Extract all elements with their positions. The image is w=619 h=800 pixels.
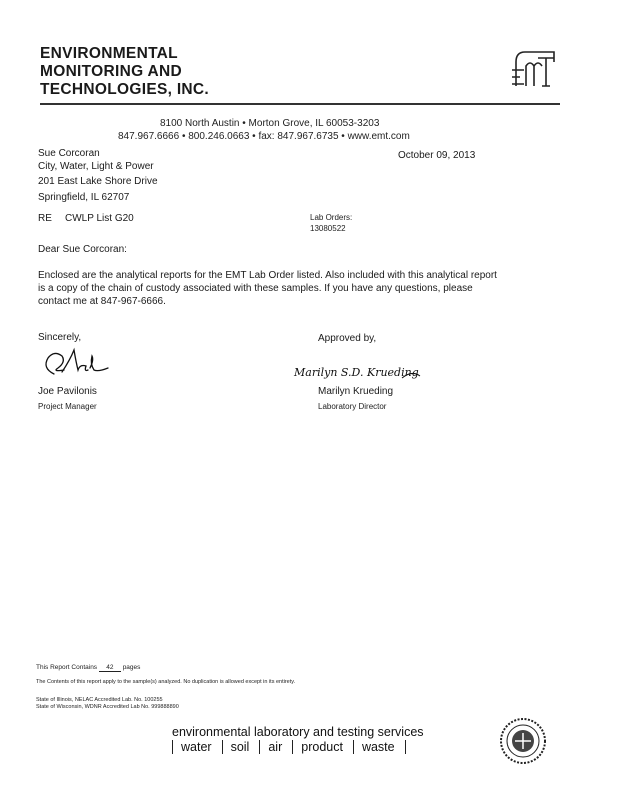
re-subject: CWLP List G20 [65,213,134,224]
page-count-value: 42 [99,664,121,672]
lab-order-number: 13080522 [310,224,346,233]
lab-orders-label: Lab Orders: [310,213,353,222]
recipient-city: Springfield, IL 62707 [38,192,130,203]
company-name-line1: ENVIRONMENTAL [40,45,178,62]
company-contact: 847.967.6666 • 800.246.0663 • fax: 847.967.6735 • www.emt.com [118,131,410,142]
company-name-line3: TECHNOLOGIES, INC. [40,81,210,98]
company-name [40,45,209,99]
signature-handwriting: Marilyn S.D. Krueding [294,366,419,379]
service-air: air [259,740,292,754]
report-contains-suffix: pages [122,664,141,671]
report-contains-prefix: This Report Contains [36,664,98,671]
services-list [172,740,406,754]
letter-body: Enclosed are the analytical reports for the EMT Lab Order listed. Also included with this analytical report is a copy of the chain of custody associated with these samples. If you have any questions, please contact me at 847-967-6666. [38,270,497,307]
signature-joe-pavilonis [40,346,112,380]
service-soil: soil [222,740,260,754]
recipient-name: Sue Corcoran [38,148,100,159]
signer1-name: Joe Pavilonis [38,386,97,397]
company-address: 8100 North Austin • Morton Grove, IL 60053-3203 [160,118,380,129]
report-page-count [36,664,140,672]
salutation: Dear Sue Corcoran: [38,244,127,255]
accreditation-wisconsin: State of Wisconsin, WDNR Accredited Lab No. 999888890 [36,704,179,710]
accreditation-illinois: State of Illinois, NELAC Accredited Lab. No. 100255 [36,697,163,703]
letter-date: October 09, 2013 [398,150,476,161]
service-product: product [292,740,353,754]
recipient-street: 201 East Lake Shore Drive [38,176,158,187]
approved-label: Approved by, [318,333,377,344]
closing: Sincerely, [38,332,82,343]
signer2-name: Marilyn Krueding [318,386,394,397]
services-title: environmental laboratory and testing services [172,725,424,739]
signer2-title: Laboratory Director [318,402,387,411]
report-disclaimer: The Contents of this report apply to the sample(s) analyzed. No duplication is allowed except in its entirety. [36,679,296,685]
letterhead-divider [40,103,560,105]
re-label: RE [38,213,52,224]
accreditation-seal-icon [498,716,548,766]
signature-marilyn-krueding [292,358,426,386]
signer1-title: Project Manager [38,402,97,411]
service-water: water [172,740,222,754]
emt-logo-icon [510,46,560,90]
recipient-organization: City, Water, Light & Power [38,161,154,172]
service-waste: waste [353,740,406,754]
company-name-line2: MONITORING AND [40,63,182,80]
